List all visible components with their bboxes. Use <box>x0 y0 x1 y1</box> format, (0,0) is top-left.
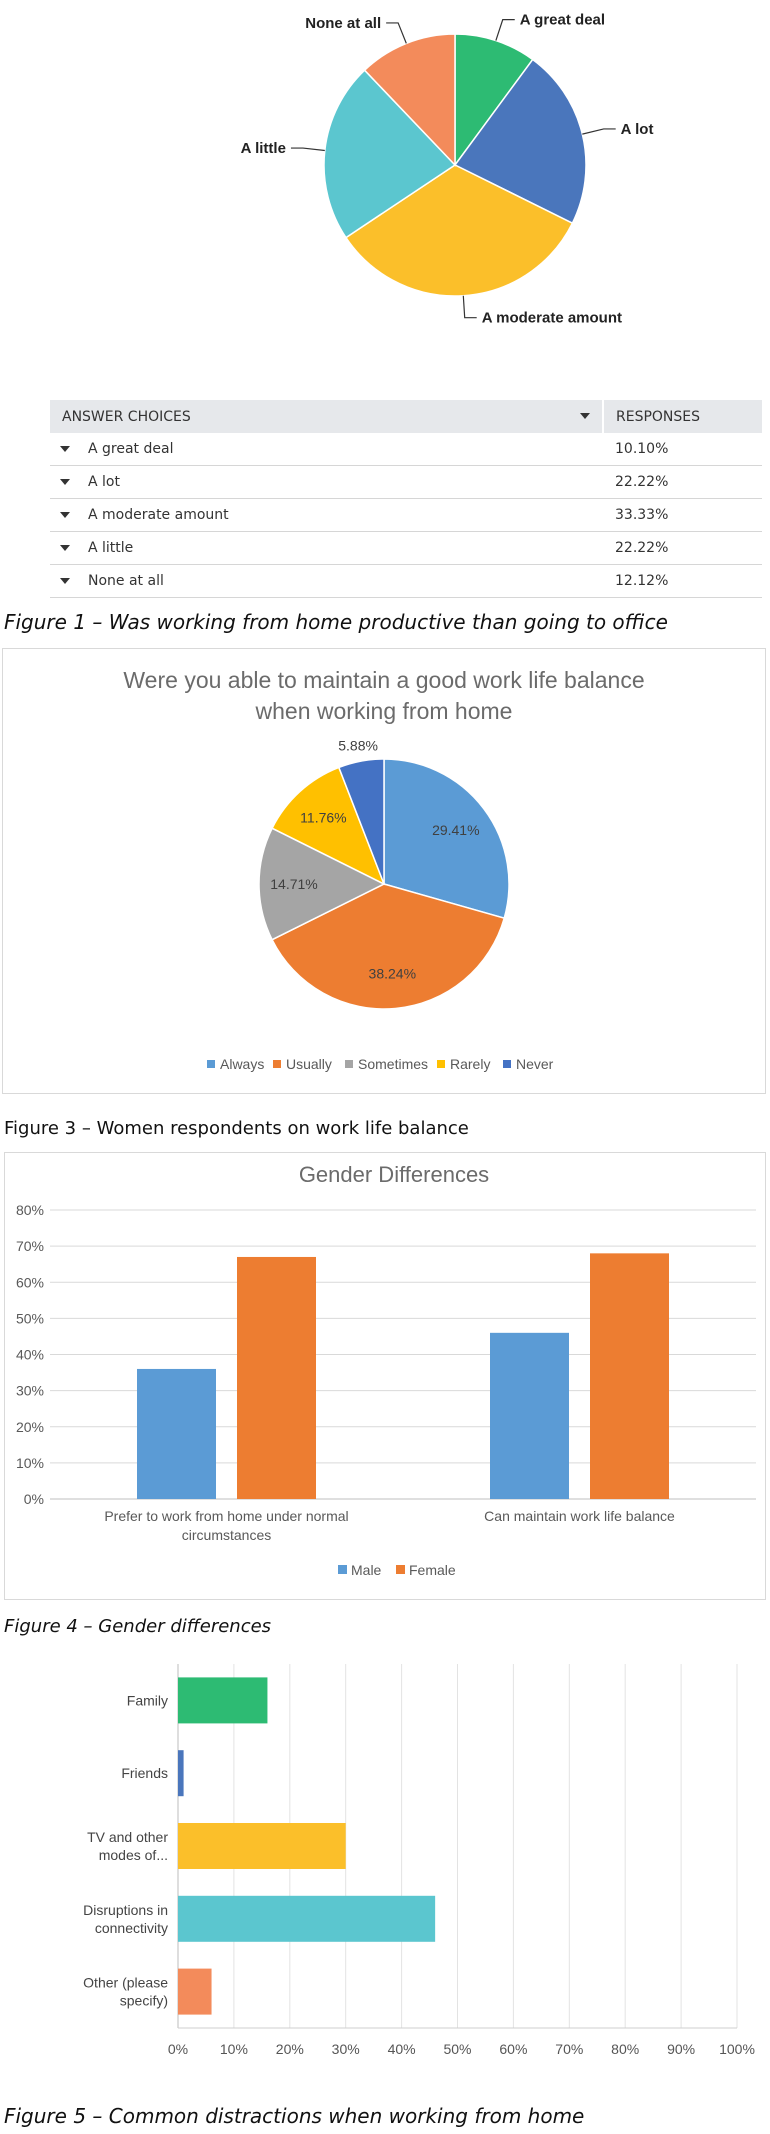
legend-item-never <box>503 1056 554 1072</box>
legend-item-always <box>207 1056 264 1072</box>
leader-line-a-great-deal <box>496 20 515 41</box>
legend-label-female: Female <box>409 1562 456 1578</box>
y-category-label: modes of... <box>98 1847 168 1863</box>
x-tick-label: 30% <box>331 2041 360 2057</box>
bar-tv-and-other-modes-of <box>178 1823 346 1869</box>
y-category-label: specify) <box>119 1992 168 2009</box>
pie-label-a-lot: A lot <box>620 120 654 138</box>
answer-choices-table <box>50 400 762 598</box>
legend-item-rarely <box>437 1056 490 1072</box>
response-value: 22.22% <box>603 532 762 565</box>
data-label-always: 29.41% <box>432 821 480 838</box>
answer-choice-label: None at all <box>88 573 164 589</box>
figure5-hbar-chart <box>0 1660 770 2080</box>
legend-item-sometimes <box>345 1056 428 1072</box>
data-label-rarely: 11.76% <box>300 809 347 826</box>
answer-choices-header-label: ANSWER CHOICES <box>62 408 191 425</box>
bar-other-please-specify <box>178 1969 212 2015</box>
legend-label-usually: Usually <box>286 1056 332 1072</box>
y-category-label: TV and other <box>87 1829 168 1845</box>
figure3-pie-chart <box>2 648 766 1094</box>
bar-family <box>178 1677 267 1723</box>
x-category-label: circumstances <box>181 1527 272 1543</box>
response-value: 22.22% <box>603 466 762 499</box>
legend-item-male <box>338 1562 382 1578</box>
y-tick-label: 40% <box>15 1346 44 1363</box>
x-tick-label: 90% <box>667 2041 696 2057</box>
legend-label-never: Never <box>516 1056 554 1072</box>
data-label-never: 5.88% <box>338 737 378 754</box>
expand-caret-icon[interactable] <box>60 479 70 485</box>
figure3-title-line1: Were you able to maintain a good work life balance <box>123 667 645 693</box>
y-tick-label: 60% <box>15 1274 44 1291</box>
bar-male-1 <box>490 1333 569 1499</box>
figure3-caption: Figure 3 – Women respondents on work life balance <box>4 1118 469 1139</box>
pie-label-none-at-all: None at all <box>305 14 382 32</box>
pie-label-a-great-deal: A great deal <box>519 11 606 29</box>
x-tick-label: 10% <box>219 2041 248 2057</box>
bar-female-0 <box>237 1257 316 1499</box>
leader-line-a-lot <box>582 129 615 134</box>
leader-line-a-moderate-amount <box>463 296 476 318</box>
y-tick-label: 50% <box>15 1310 44 1327</box>
answer-choice-label: A lot <box>88 474 120 490</box>
response-value: 10.10% <box>603 433 762 466</box>
pie-label-a-moderate-amount: A moderate amount <box>481 309 623 327</box>
x-tick-label: 40% <box>387 2041 416 2057</box>
answer-choice-label: A moderate amount <box>88 507 229 523</box>
y-tick-label: 30% <box>15 1382 44 1399</box>
answer-choice-label: A little <box>88 540 134 556</box>
figure1-pie-chart <box>0 0 770 380</box>
table-row <box>50 532 762 565</box>
data-label-sometimes: 14.71% <box>270 875 318 892</box>
figure4-bar-chart <box>4 1152 766 1600</box>
y-category-label: Family <box>126 1692 168 1709</box>
responses-header: RESPONSES <box>603 400 762 433</box>
figure4-title: Gender Differences <box>298 1162 490 1187</box>
x-tick-label: 50% <box>443 2041 472 2057</box>
y-category-label: Disruptions in <box>83 1901 168 1918</box>
x-tick-label: 20% <box>275 2041 304 2057</box>
y-category-label: Other (please <box>83 1974 168 1991</box>
bar-disruptions-in-connectivity <box>178 1896 435 1942</box>
expand-caret-icon[interactable] <box>60 446 70 452</box>
response-value: 33.33% <box>603 499 762 532</box>
legend-item-usually <box>273 1056 332 1072</box>
table-row <box>50 499 762 532</box>
expand-caret-icon[interactable] <box>60 512 70 518</box>
response-value: 12.12% <box>603 565 762 598</box>
answer-choices-header[interactable] <box>50 400 603 433</box>
legend-label-sometimes: Sometimes <box>358 1056 429 1072</box>
legend-label-rarely: Rarely <box>450 1056 491 1072</box>
data-label-usually: 38.24% <box>368 965 417 982</box>
leader-line-none-at-all <box>386 23 406 43</box>
figure4-caption: Figure 4 – Gender differences <box>4 1616 272 1637</box>
x-tick-label: 60% <box>499 2041 528 2057</box>
legend-label-male: Male <box>351 1562 382 1578</box>
legend-label-always: Always <box>220 1056 265 1072</box>
table-row <box>50 433 762 466</box>
answer-choice-label: A great deal <box>88 441 174 457</box>
x-category-label: Can maintain work life balance <box>484 1508 675 1524</box>
x-tick-label: 80% <box>611 2041 640 2057</box>
legend-item-female <box>396 1562 456 1578</box>
bar-friends <box>178 1750 184 1796</box>
figure1-caption: Figure 1 – Was working from home productive than going to office <box>4 610 668 634</box>
x-tick-label: 100% <box>719 2041 755 2057</box>
x-tick-label: 70% <box>555 2041 584 2057</box>
y-tick-label: 0% <box>23 1491 44 1507</box>
y-category-label: Friends <box>121 1765 168 1782</box>
x-category-label: Prefer to work from home under normal <box>104 1508 349 1524</box>
table-row <box>50 565 762 598</box>
expand-caret-icon[interactable] <box>60 545 70 551</box>
figure3-title-line2: when working from home <box>255 698 513 724</box>
y-tick-label: 70% <box>15 1238 44 1255</box>
leader-line-a-little <box>291 148 325 150</box>
pie-label-a-little: A little <box>240 140 286 158</box>
table-row <box>50 466 762 499</box>
figure5-caption: Figure 5 – Common distractions when working from home <box>4 2104 585 2128</box>
expand-caret-icon[interactable] <box>60 578 70 584</box>
y-tick-label: 10% <box>15 1454 44 1471</box>
y-category-label: connectivity <box>94 1919 168 1936</box>
bar-female-1 <box>590 1253 669 1499</box>
y-tick-label: 80% <box>15 1202 44 1218</box>
bar-male-0 <box>137 1369 216 1499</box>
sort-caret-icon[interactable] <box>580 413 590 419</box>
y-tick-label: 20% <box>15 1418 44 1435</box>
x-tick-label: 0% <box>167 2041 189 2057</box>
